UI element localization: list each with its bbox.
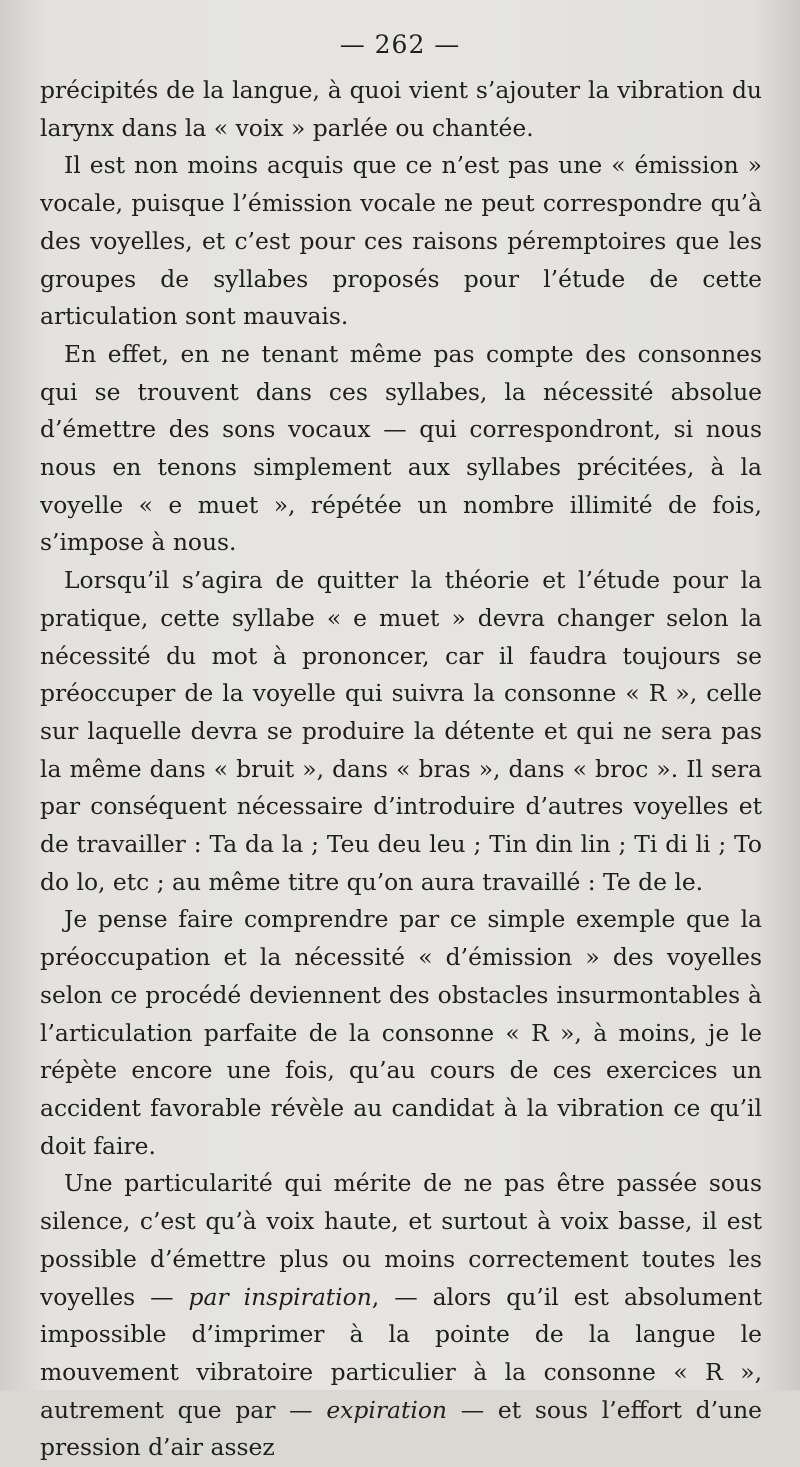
paragraph-6-part-3: — et sous l’effort d’une pression d’air assez — [40, 1395, 762, 1462]
paragraph-5: Je pense faire comprendre par ce simple exemple que la préoccupation et la nécessité « d’émission » des voyelles selon ce procédé deviennent des obstacles insurmontables à l’articulation parfaite de la consonne « R », à moins, je le répète encore une fois, qu’au cours de ces exercices un accident favorable révèle au candidat à la vibration ce qu’il doit faire. — [40, 905, 762, 1160]
italic-par-inspiration: par inspiration — [188, 1282, 372, 1311]
paragraph-1: précipités de la langue, à quoi vient s’ajouter la vibration du larynx dans la « voix » parlée ou chantée. — [40, 76, 762, 142]
paragraph-2: Il est non moins acquis que ce n’est pas une « émission » vocale, puisque l’émission vocale ne peut correspondre qu’à des voyelles, et c’est pour ces raisons péremptoires que les groupes de syllabes proposés pour l’étude de cette articulation sont mauvais. — [40, 151, 762, 331]
italic-expiration: expiration — [326, 1395, 447, 1424]
page-body — [40, 72, 762, 1467]
paragraph-6-part-2: , — alors qu’il est absolument impossible d’imprimer à la pointe de la langue le mouvement vibratoire particulier à la consonne « R », autrement que par — — [40, 1282, 762, 1424]
paragraph-3: En effet, en ne tenant même pas compte des consonnes qui se trouvent dans ces syllabes, la nécessité absolue d’émettre des sons vocaux — qui correspondront, si nous nous en tenons simplement aux syllabes précitées, à la voyelle « e muet », répétée un nombre illimité de fois, s’impose à nous. — [40, 339, 762, 557]
paragraph-6-part-1: Une particularité qui mérite de ne pas être passée sous silence, c’est qu’à voix haute, et surtout à voix basse, il est possible d’émettre plus ou moins correctement toutes les voyelles — — [40, 1169, 762, 1311]
paragraph-6 — [40, 1165, 762, 1467]
page-number: — 262 — — [339, 30, 461, 59]
paragraph-4: Lorsqu’il s’agira de quitter la théorie et l’étude pour la pratique, cette syllabe « e muet » devra changer selon la nécessité du mot à prononcer, car il faudra toujours se préoccuper de la voyelle qui suivra la consonne « R », celle sur laquelle devra se produire la détente et qui ne sera pas la même dans « bruit », dans « bras », dans « broc ». Il sera par conséquent nécessaire d’introduire d’autres voyelles et de travailler : Ta da la ; Teu deu leu ; Tin din lin ; Ti di li ; To do lo, etc ; au même titre qu’on aura travaillé : Te de le. — [40, 566, 762, 896]
